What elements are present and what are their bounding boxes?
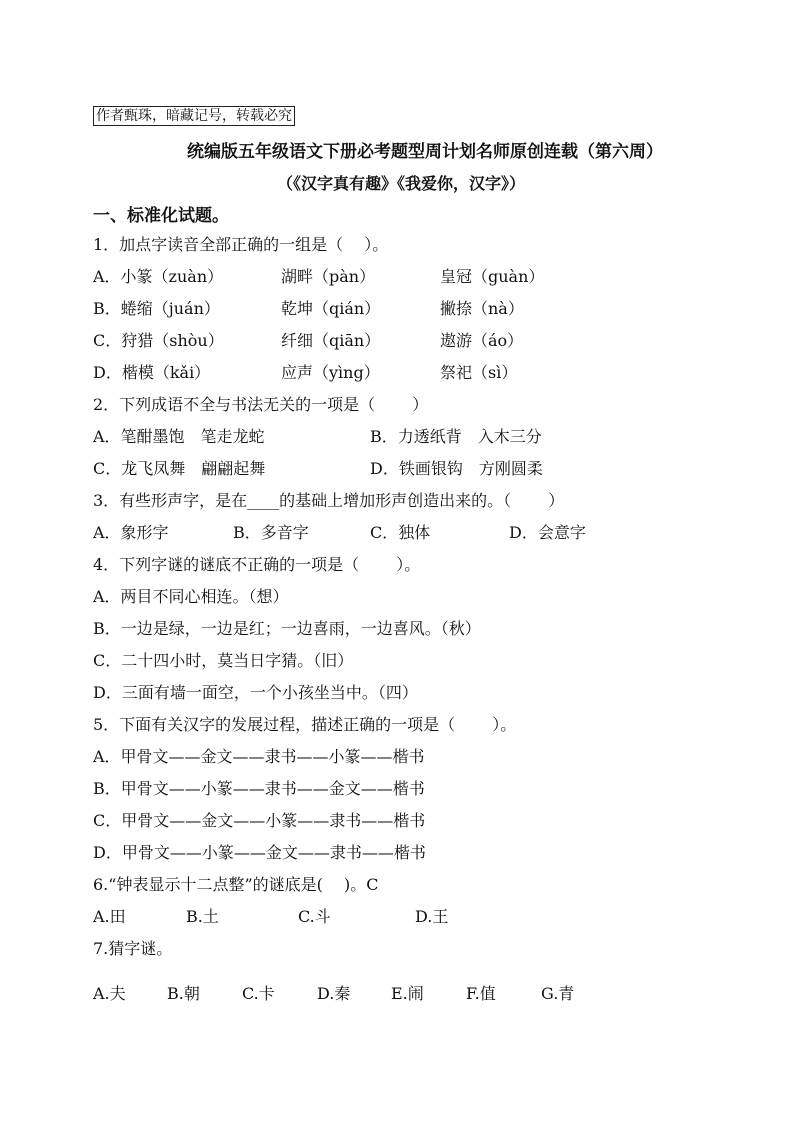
option-text: C．狩猎（shòu）: [93, 331, 224, 350]
question-2-option-row: [93, 425, 783, 457]
question-5-stem: 5．下面有关汉字的发展过程，描述正确的一项是（ ）。: [93, 715, 517, 734]
option-text: 皇冠（guàn）: [440, 267, 545, 286]
worksheet-subtitle: （《汉字真有趣》《我爱你，汉字》）: [276, 174, 525, 193]
option-text: D．铁画银钩 方刚圆柔: [370, 459, 543, 478]
copyright-notice: 作者甄珠，暗藏记号，转载必究: [93, 106, 295, 126]
option-text: B．蜷缩（juán）: [93, 299, 220, 318]
question-5-option: B．甲骨文——小篆——隶书——金文——楷书: [93, 779, 425, 798]
option-text: 遨游（áo）: [440, 331, 524, 350]
question-4-option: C．二十四小时，莫当日字猜。（旧）: [93, 651, 354, 670]
section-heading: 一、标准化试题。: [93, 206, 229, 226]
question-7-stem: 7.猜字谜。: [93, 939, 173, 958]
question-2-option-row: [93, 457, 783, 489]
option-text: A.夫: [93, 984, 126, 1003]
option-text: B.土: [186, 907, 219, 926]
question-1-option-row: [93, 361, 783, 393]
question-list: [93, 233, 783, 1014]
question-5-option: A．甲骨文——金文——隶书——小篆——楷书: [93, 747, 425, 766]
option-text: 湖畔（pàn）: [281, 267, 376, 286]
option-text: 应声（yìng）: [281, 363, 380, 382]
option-text: C.卡: [242, 984, 275, 1003]
question-2-stem: 2．下列成语不全与书法无关的一项是（ ）: [93, 395, 429, 414]
question-6-stem: 6.“钟表显示十二点整”的谜底是( )。C: [93, 875, 379, 894]
option-text: 乾坤（qián）: [281, 299, 381, 318]
question-5-option: D．甲骨文——小篆——金文——隶书——楷书: [93, 843, 426, 862]
option-text: 祭祀（sì）: [440, 363, 518, 382]
option-text: D．楷模（kǎi）: [93, 363, 211, 382]
question-4-option: B．一边是绿，一边是红；一边喜雨，一边喜风。（秋）: [93, 619, 481, 638]
option-text: A.田: [93, 907, 126, 926]
option-text: B．多音字: [233, 523, 309, 542]
option-text: 撇捺（nà）: [440, 299, 524, 318]
question-1-stem: 1．加点字读音全部正确的一组是（ ）。: [93, 235, 389, 254]
option-text: A．笔酣墨饱 笔走龙蛇: [93, 427, 265, 446]
question-1-option-row: [93, 265, 783, 297]
question-6-option-row: [93, 905, 783, 937]
question-3-stem: 3．有些形声字，是在____的基础上增加形声创造出来的。（ ）: [93, 491, 565, 510]
question-3-option-row: [93, 521, 783, 553]
question-1-option-row: [93, 329, 783, 361]
question-4-option: A．两目不同心相连。（想）: [93, 587, 289, 606]
option-text: D.秦: [317, 984, 351, 1003]
option-text: 纤细（qiān）: [281, 331, 381, 350]
option-text: G.青: [541, 984, 575, 1003]
worksheet-title: 统编版五年级语文下册必考题型周计划名师原创连载（第六周）: [187, 142, 663, 162]
option-text: D.王: [415, 907, 449, 926]
question-5-option: C．甲骨文——金文——小篆——隶书——楷书: [93, 811, 426, 830]
question-7-option-row: [93, 982, 783, 1014]
option-text: B．力透纸背 入木三分: [370, 427, 542, 446]
option-text: C．独体: [370, 523, 431, 542]
option-text: D．会意字: [509, 523, 586, 542]
question-4-option: D．三面有墙一面空，一个小孩坐当中。（四）: [93, 683, 418, 702]
option-text: A．小篆（zuàn）: [93, 267, 224, 286]
option-text: E.闹: [391, 984, 424, 1003]
option-text: C．龙飞凤舞 翩翩起舞: [93, 459, 266, 478]
question-1-option-row: [93, 297, 783, 329]
option-text: C.斗: [298, 907, 331, 926]
option-text: B.朝: [167, 984, 200, 1003]
option-text: A．象形字: [93, 523, 169, 542]
option-text: F.值: [466, 984, 496, 1003]
question-4-stem: 4．下列字谜的谜底不正确的一项是（ ）。: [93, 555, 421, 574]
